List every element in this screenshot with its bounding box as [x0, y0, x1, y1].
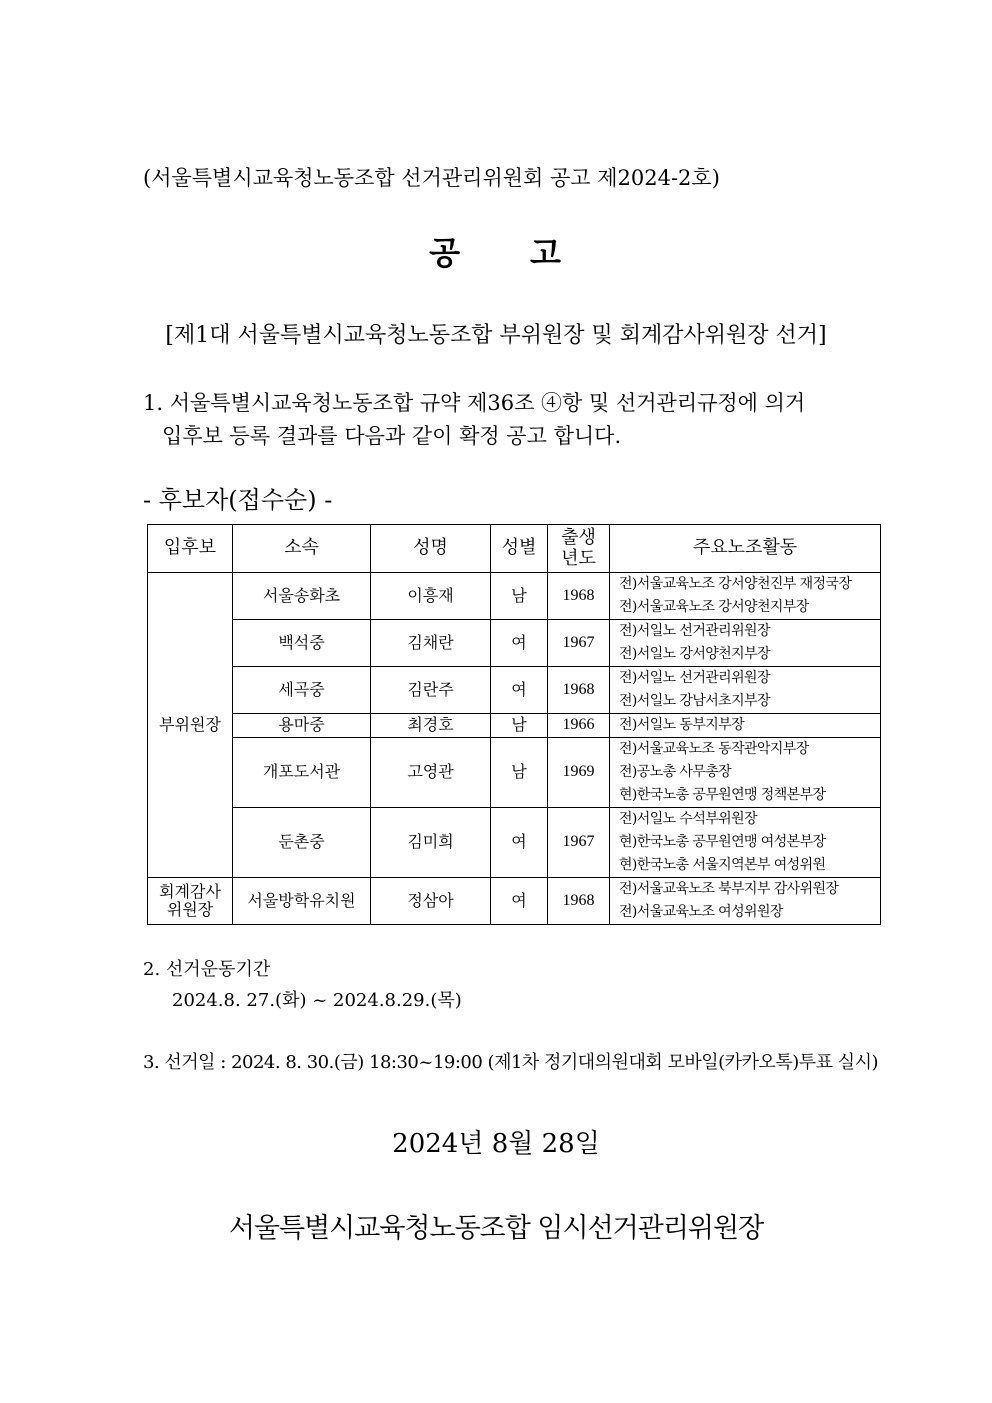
document-title	[0, 228, 992, 274]
header-affiliation: 소속	[233, 525, 371, 573]
name-cell: 고영관	[371, 738, 491, 808]
header-name: 성명	[371, 525, 491, 573]
table-row	[148, 620, 881, 667]
activity-line: 전)서울교육노조 동작관악지부장	[619, 741, 809, 757]
birth-year-cell: 1968	[548, 878, 610, 925]
name-cell: 김채란	[371, 620, 491, 667]
name-cell: 정삼아	[371, 878, 491, 925]
birth-year-cell: 1968	[548, 573, 610, 620]
table-row	[148, 573, 881, 620]
gender-cell: 여	[491, 620, 548, 667]
birth-year-cell: 1967	[548, 808, 610, 878]
gender-cell: 남	[491, 738, 548, 808]
birth-year-cell: 1968	[548, 667, 610, 714]
gender-cell: 남	[491, 714, 548, 738]
activities-cell	[610, 620, 881, 667]
header-gender: 성별	[491, 525, 548, 573]
birth-year-cell: 1969	[548, 738, 610, 808]
table-row	[148, 878, 881, 925]
gender-cell: 여	[491, 808, 548, 878]
document-date: 2024년 8월 28일	[392, 1129, 600, 1159]
candidates-heading: - 후보자(접수순) -	[143, 486, 333, 514]
affiliation-cell: 백석중	[233, 620, 371, 667]
gender-cell: 남	[491, 573, 548, 620]
header-birth-year: 출생년도	[548, 525, 610, 573]
table-row	[148, 808, 881, 878]
activity-line: 현)한국노총 서울지역본부 여성위원	[619, 857, 826, 873]
affiliation-cell: 세곡중	[233, 667, 371, 714]
section2-title: 2. 선거운동기간	[143, 959, 271, 980]
activity-line: 전)서울교육노조 강서양천진부 재정국장	[619, 576, 852, 592]
header-activities: 주요노조활동	[610, 525, 881, 573]
activity-line: 전)서울교육노조 여성위원장	[619, 904, 783, 920]
table-row	[148, 714, 881, 738]
activities-cell	[610, 738, 881, 808]
signatory: 서울특별시교육청노동조합 임시선거관리위원장	[228, 1213, 764, 1244]
birth-year-cell: 1966	[548, 714, 610, 738]
table-row	[148, 667, 881, 714]
header-position: 입후보	[148, 525, 233, 573]
position-cell: 회계감사위원장	[148, 878, 233, 925]
election-day: 3. 선거일 : 2024. 8. 30.(금) 18:30~19:00 (제1차 정기대의원대회 모바일(카카오톡)투표 실시)	[143, 1052, 879, 1073]
candidates-table	[147, 524, 881, 925]
activity-line: 전)서일노 선거관리위원장	[619, 623, 770, 639]
notice-number: (서울특별시교육청노동조합 선거관리위원회 공고 제2024-2호)	[143, 166, 720, 190]
gender-cell: 여	[491, 878, 548, 925]
activities-cell	[610, 573, 881, 620]
activity-line: 전)서일노 수석부위원장	[619, 811, 757, 827]
name-cell: 최경호	[371, 714, 491, 738]
activities-cell	[610, 714, 881, 738]
activity-line: 전)서일노 강서양천지부장	[619, 646, 770, 662]
affiliation-cell: 둔촌중	[233, 808, 371, 878]
birth-year-cell: 1967	[548, 620, 610, 667]
name-cell: 김란주	[371, 667, 491, 714]
activities-cell	[610, 878, 881, 925]
section1-line2: 입후보 등록 결과를 다음과 같이 확정 공고 합니다.	[162, 424, 622, 448]
affiliation-cell: 서울방학유치원	[233, 878, 371, 925]
affiliation-cell: 서울송화초	[233, 573, 371, 620]
campaign-period: 2024.8. 27.(화) ~ 2024.8.29.(목)	[172, 990, 462, 1011]
table-row	[148, 738, 881, 808]
activity-line: 전)서울교육노조 북부지부 감사위원장	[619, 881, 839, 897]
name-cell: 이흥재	[371, 573, 491, 620]
title-char-2: 고	[530, 234, 563, 272]
activity-line: 현)한국노총 공무원연맹 정책본부장	[619, 787, 826, 803]
activities-cell	[610, 808, 881, 878]
name-cell: 김미희	[371, 808, 491, 878]
position-cell: 부위원장	[148, 573, 233, 878]
activity-line: 현)한국노총 공무원연맹 여성본부장	[619, 834, 826, 850]
activity-line: 전)공노총 사무총장	[619, 764, 732, 780]
section1-line1: 1. 서울특별시교육청노동조합 규약 제36조 ④항 및 선거관리규정에 의거	[143, 391, 806, 415]
activity-line: 전)서일노 선거관리위원장	[619, 670, 770, 686]
activity-line: 전)서일노 강남서초지부장	[619, 693, 770, 709]
activity-line: 전)서울교육노조 강서양천지부장	[619, 599, 809, 615]
gender-cell: 여	[491, 667, 548, 714]
title-char-1: 공	[429, 234, 462, 272]
affiliation-cell: 용마중	[233, 714, 371, 738]
table-header-row	[148, 525, 881, 573]
activities-cell	[610, 667, 881, 714]
election-name: [제1대 서울특별시교육청노동조합 부위원장 및 회계감사위원장 선거]	[165, 323, 827, 348]
affiliation-cell: 개포도서관	[233, 738, 371, 808]
activity-line: 전)서일노 동부지부장	[619, 717, 745, 733]
